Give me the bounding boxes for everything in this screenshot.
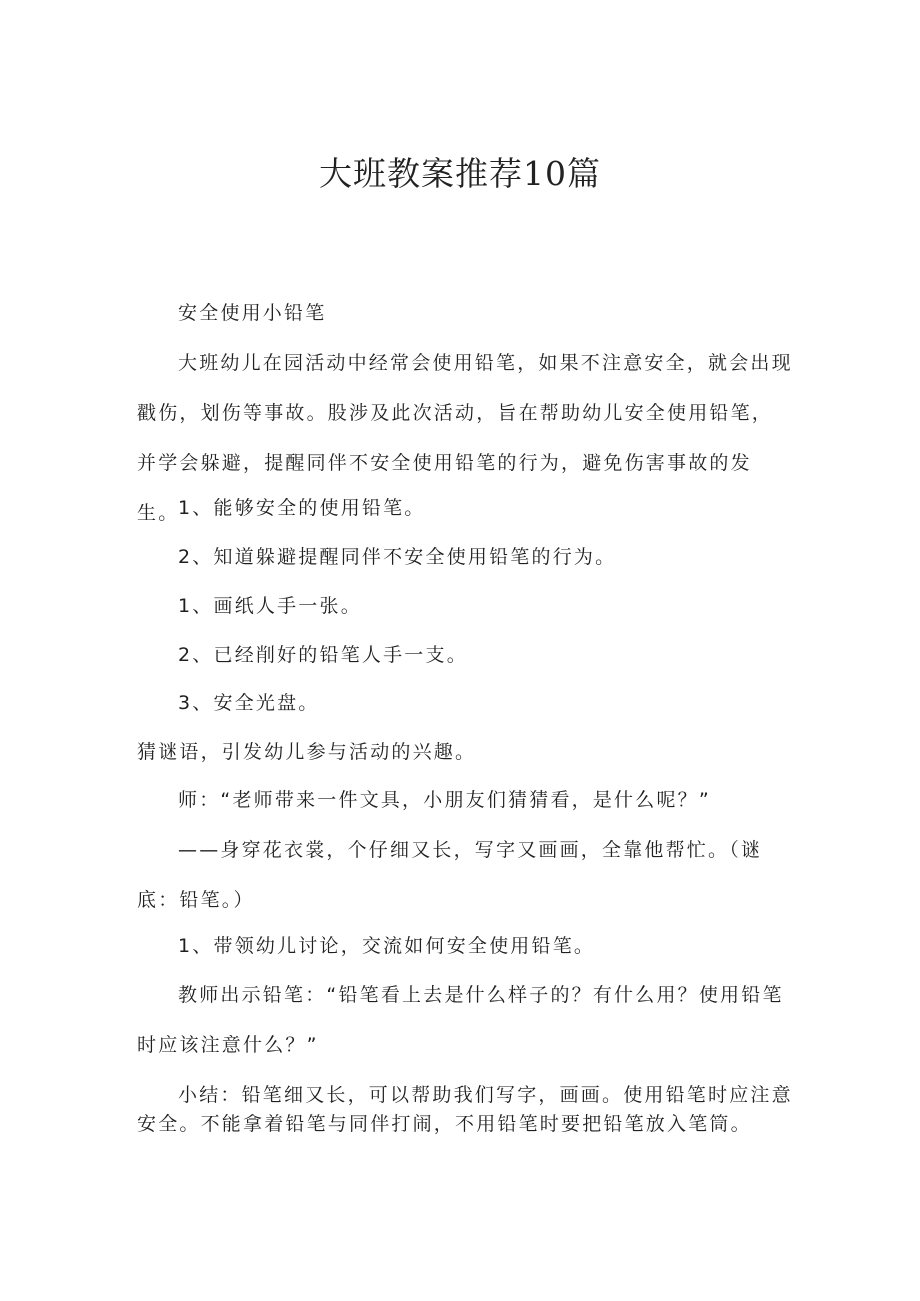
teacher-quote: 师：“老师带来一件文具，小朋友们猜猜看，是什么呢？”	[178, 789, 711, 811]
material-item-3: 3、安全光盘。	[178, 692, 320, 714]
material-item-1: 1、画纸人手一张。	[178, 595, 362, 617]
material-item-2: 2、已经削好的铅笔人手一支。	[178, 644, 468, 666]
section-heading: 安全使用小铅笔	[178, 302, 327, 324]
summary-paragraph: 小结：铅笔细又长，可以帮助我们写字，画画。使用铅笔时应注意安全。不能拿着铅笔与同伴打闹，不用铅笔时要把铅笔放入笔筒。	[137, 1084, 793, 1135]
goal-item-2: 2、知道躲避提醒同伴不安全使用铅笔的行为。	[178, 546, 617, 568]
process-step-riddle: 猜谜语，引发幼儿参与活动的兴趣。	[137, 741, 477, 763]
discussion-step: 1、带领幼儿讨论，交流如何安全使用铅笔。	[178, 935, 596, 957]
teacher-question-paragraph: 教师出示铅笔：“铅笔看上去是什么样子的？有什么用？使用铅笔时应该注意什么？”	[137, 984, 784, 1056]
goal-item-1: 1、能够安全的使用铅笔。	[178, 497, 426, 519]
document-title: 大班教案推荐10篇	[319, 154, 601, 193]
riddle-paragraph: ——身穿花衣裳，个仔细又长，写字又画画，全靠他帮忙。（谜底：铅笔。）	[137, 839, 763, 911]
intro-paragraph: 大班幼儿在园活动中经常会使用铅笔，如果不注意安全，就会出现戳伤，划伤等事故。股涉及此次活动，旨在帮助幼儿安全使用铅笔，并学会躲避，提醒同伴不安全使用铅笔的行为，避免伤害事故的发生。	[137, 352, 793, 524]
